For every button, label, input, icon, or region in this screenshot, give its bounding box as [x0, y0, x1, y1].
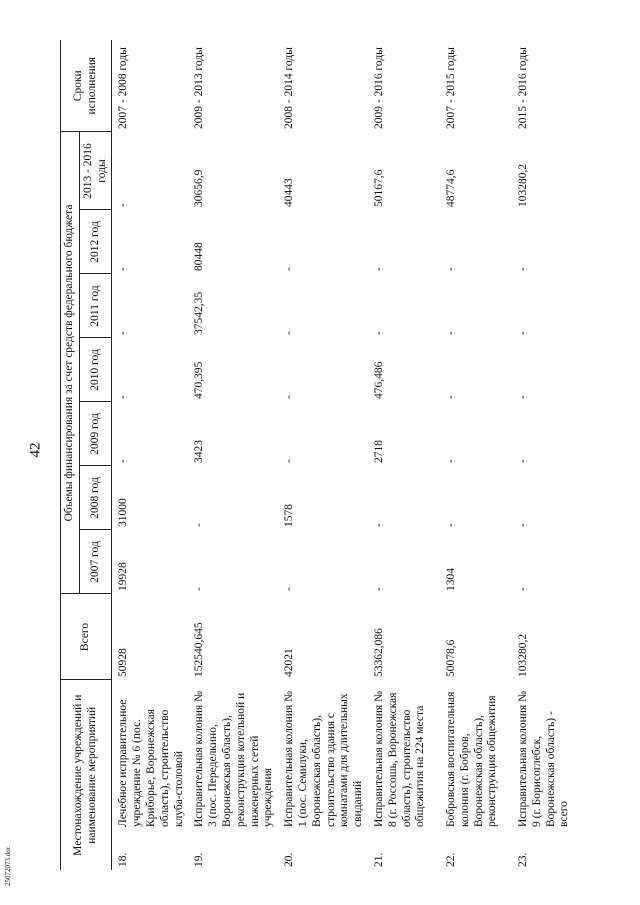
cell-2010: - [444, 395, 457, 399]
cell-2009: - [283, 459, 296, 463]
row-term: 2009 - 2016 годы [372, 47, 385, 129]
cell-2007: 1304 [444, 567, 457, 591]
row-name: Исправительная колония № 1 (пос. Семилуки, Воронежская область), строительство здания с комнатами для длительных свиданий [283, 690, 365, 827]
cell-2007: - [372, 587, 385, 591]
row-name: Лечебное исправительное учреждение № 6 (пос. Криборье, Воронежская область), строительство клуба-столовой [117, 699, 185, 827]
cell-2013-2016: 48774,6 [444, 169, 457, 207]
cell-2007: - [283, 587, 296, 591]
cell-2013-2016: - [117, 203, 130, 207]
row-name: Исправительная колония № 9 (г. Борисоглебск, Воронежская область) - всего [516, 690, 571, 827]
cell-2011: - [372, 331, 385, 335]
cell-2011: - [117, 331, 130, 335]
row-index: 23. [516, 852, 529, 867]
header-year: 2010 год [79, 338, 112, 402]
rotated-table-container [60, 40, 575, 870]
page-number: 42 [27, 442, 44, 458]
table-header [61, 40, 112, 870]
table-body [112, 40, 574, 870]
cell-2008: - [444, 523, 457, 527]
row-index: 20. [283, 852, 296, 867]
cell-2013-2016: 30656,9 [193, 169, 206, 207]
header-year: 2011 год [79, 274, 112, 338]
cell-2008: - [516, 523, 529, 527]
header-group: Объемы финансирования за счет средств федерального бюджета [61, 132, 80, 594]
row-total: 42021 [283, 648, 296, 677]
row-name: Бобровская воспитательная колония (г. Бобров, Воронежская область), реконструкция общежития [444, 691, 499, 827]
cell-2010: 476,486 [372, 361, 385, 399]
row-total: 50928 [117, 648, 130, 677]
table-row [278, 40, 368, 870]
financing-table [60, 40, 574, 870]
cell-2011: - [283, 331, 296, 335]
cell-2011: 37542,35 [193, 291, 206, 335]
row-term: 2007 - 2008 годы [117, 47, 130, 129]
table-row [112, 40, 188, 870]
table-row [368, 40, 440, 870]
row-term: 2015 - 2016 годы [516, 47, 529, 129]
cell-2009: - [117, 459, 130, 463]
cell-2012: - [372, 267, 385, 271]
row-index: 22. [444, 852, 457, 867]
cell-2013-2016: 103280,2 [516, 163, 529, 207]
row-name: Исправительная колония № 8 (г. Россошь, Воронежская область), строительство общежития на 224 места [372, 690, 427, 827]
table-row [512, 40, 574, 870]
cell-2012: - [117, 267, 130, 271]
cell-2012: - [516, 267, 529, 271]
cell-2009: - [516, 459, 529, 463]
header-year: 2008 год [79, 466, 112, 530]
row-term: 2007 - 2015 годы [444, 47, 457, 129]
header-year: 2007 год [79, 530, 112, 594]
table-row [440, 40, 512, 870]
cell-2009: 2718 [372, 439, 385, 463]
header-year: 2012 год [79, 210, 112, 274]
cell-2013-2016: 40443 [283, 178, 296, 207]
cell-2011: - [444, 331, 457, 335]
row-total: 50078,6 [444, 639, 457, 677]
row-total: 152540,645 [193, 622, 206, 677]
cell-2013-2016: 50167,6 [372, 169, 385, 207]
cell-2012: - [283, 267, 296, 271]
cell-2008: 31000 [117, 498, 130, 527]
cell-2007: 19928 [117, 562, 130, 591]
cell-2010: - [283, 395, 296, 399]
cell-2009: - [444, 459, 457, 463]
row-index: 18. [117, 852, 130, 867]
header-term: Сроки исполнения [61, 40, 112, 132]
header-total: Всего [61, 594, 112, 680]
document-id: 2507207З.doc [4, 846, 12, 886]
header-year: 2009 год [79, 402, 112, 466]
cell-2012: - [444, 267, 457, 271]
cell-2008: - [372, 523, 385, 527]
cell-2007: - [193, 587, 206, 591]
cell-2010: - [117, 395, 130, 399]
cell-2008: 1578 [283, 503, 296, 527]
cell-2010: - [516, 395, 529, 399]
row-term: 2008 - 2014 годы [283, 47, 296, 129]
cell-2008: - [193, 523, 206, 527]
row-name: Исправительная колония № 3 (пос. Переделкино, Воронежская область), реконструкция котельной и инженерных сетей учреждения [193, 690, 275, 827]
cell-2012: 80448 [193, 242, 206, 271]
row-index: 19. [193, 852, 206, 867]
cell-2011: - [516, 331, 529, 335]
cell-2010: 470,395 [193, 361, 206, 399]
cell-2007: - [516, 587, 529, 591]
cell-2009: 3423 [193, 439, 206, 463]
row-term: 2009 - 2013 годы [193, 47, 206, 129]
row-total: 103280,2 [516, 633, 529, 677]
header-year: 2013 - 2016 годы [79, 132, 112, 210]
header-name: Местонахождение учреждений и наименование мероприятий [61, 680, 112, 870]
table-row [188, 40, 278, 870]
row-total: 53362,086 [372, 628, 385, 677]
row-index: 21. [372, 852, 385, 867]
